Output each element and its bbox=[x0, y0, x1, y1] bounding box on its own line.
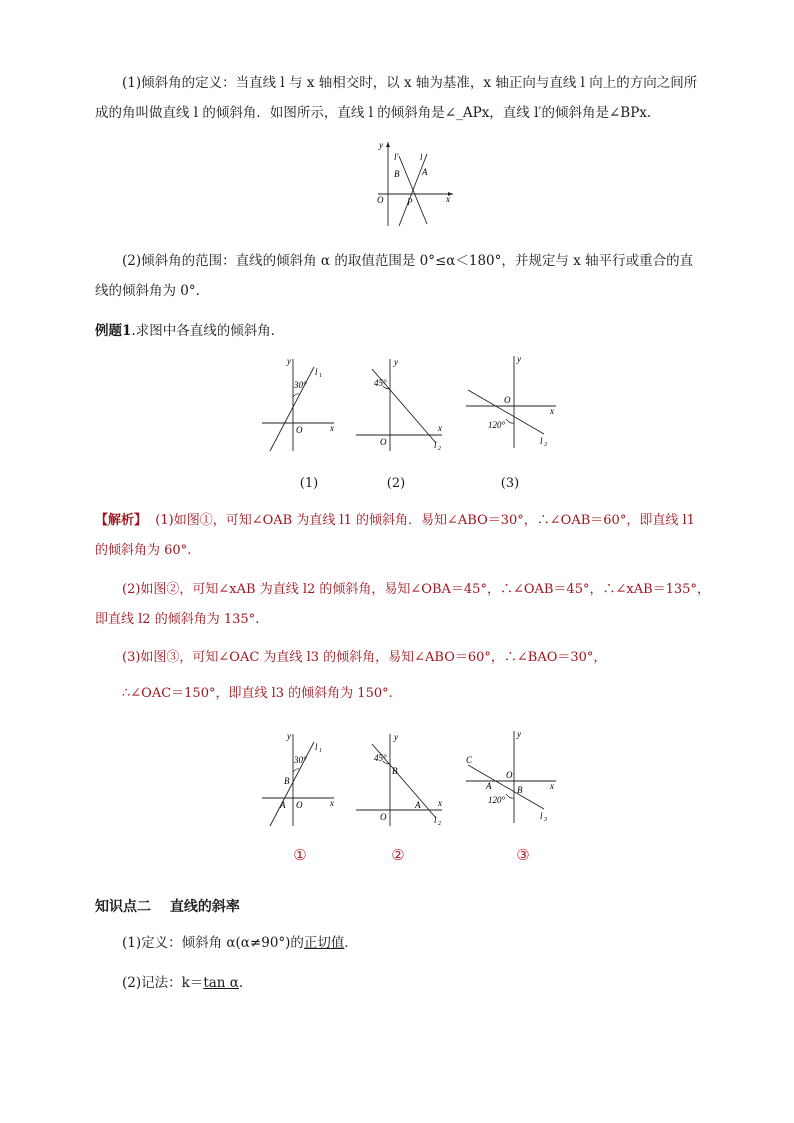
svg-text:1: 1 bbox=[319, 373, 322, 379]
definition-paragraph bbox=[95, 68, 715, 128]
fig-l-label: l bbox=[420, 152, 423, 162]
example-prompt: .求图中各直线的倾斜角． bbox=[131, 323, 285, 339]
svg-text:3: 3 bbox=[544, 442, 547, 448]
svg-text:l: l bbox=[315, 367, 318, 377]
solution-caption-1: ① bbox=[293, 846, 307, 864]
slope-notation bbox=[95, 968, 715, 998]
svg-text:O: O bbox=[296, 425, 303, 435]
solution-part-3 bbox=[95, 643, 715, 709]
svg-text:1: 1 bbox=[319, 748, 322, 754]
slope-def-suffix: ． bbox=[344, 935, 358, 951]
svg-text:C: C bbox=[466, 755, 473, 765]
example-figure-3 bbox=[462, 352, 562, 452]
svg-text:O: O bbox=[506, 770, 513, 780]
solution-tag: 【解析】 bbox=[95, 513, 148, 528]
example-number: 1 bbox=[122, 323, 132, 339]
svg-text:y: y bbox=[517, 729, 521, 739]
caption-1: (1) bbox=[299, 476, 319, 491]
range-paragraph bbox=[95, 246, 715, 306]
fig-p-label: P bbox=[407, 197, 413, 207]
svg-text:O: O bbox=[296, 800, 303, 810]
definition-line-2: 成的角叫做直线 l 的倾斜角．如图所示，直线 l 的倾斜角是∠_APx，直线 l′的倾斜角是∠BPx. bbox=[95, 105, 652, 121]
svg-text:x: x bbox=[438, 798, 442, 808]
fig-lprime-label: l′ bbox=[394, 152, 399, 162]
fig-a-label: A bbox=[422, 167, 428, 177]
range-line-1: (2)倾斜角的范围：直线的倾斜角 α 的取值范围是 0°≤α＜180°，并规定与 x 轴平行或重合的直 bbox=[122, 253, 694, 269]
slope-notation-suffix: . bbox=[238, 975, 244, 991]
solution-part-2 bbox=[95, 575, 715, 635]
svg-text:l: l bbox=[434, 440, 437, 450]
angle-45-label: 45° bbox=[374, 378, 387, 388]
solution-caption-3: ③ bbox=[516, 846, 530, 864]
solution-1-line-2: 的倾斜角为 60°. bbox=[95, 543, 192, 558]
svg-text:x: x bbox=[330, 423, 334, 433]
svg-text:120°: 120° bbox=[488, 795, 506, 805]
svg-text:O: O bbox=[504, 395, 511, 405]
solution-2-line-2: 即直线 l2 的倾斜角为 135°. bbox=[95, 612, 260, 627]
example-figure-1 bbox=[258, 355, 340, 455]
section-2-heading: 知识点二 直线的斜率 bbox=[95, 899, 240, 915]
svg-text:y: y bbox=[394, 732, 398, 742]
inclination-figure bbox=[368, 138, 458, 230]
fig-b-label: B bbox=[394, 169, 400, 179]
svg-text:2: 2 bbox=[438, 821, 441, 827]
solution-figure-2 bbox=[352, 730, 448, 830]
svg-text:l: l bbox=[540, 811, 543, 821]
svg-text:B: B bbox=[392, 766, 398, 776]
slope-notation-term: tan α bbox=[203, 975, 239, 991]
example-figure-2 bbox=[352, 355, 448, 455]
slope-definition bbox=[95, 928, 715, 958]
fig-y-label: y bbox=[379, 140, 383, 150]
range-line-2: 线的倾斜角为 0°. bbox=[95, 283, 200, 299]
svg-text:B: B bbox=[284, 776, 290, 786]
solution-caption-2: ② bbox=[391, 846, 405, 864]
solution-2-line-1: (2)如图②，可知∠xAB 为直线 l2 的倾斜角，易知∠OBA＝45°，∴∠OAB＝45°，∴∠xAB＝135°， bbox=[122, 582, 710, 597]
svg-text:x: x bbox=[330, 798, 334, 808]
svg-text:A: A bbox=[415, 800, 421, 810]
solution-figure-1 bbox=[258, 730, 340, 830]
solution-part-1 bbox=[95, 506, 715, 566]
svg-text:O: O bbox=[380, 437, 387, 447]
svg-text:l: l bbox=[540, 436, 543, 446]
solution-figure-3 bbox=[462, 727, 562, 827]
fig-x-label: x bbox=[446, 194, 450, 204]
svg-text:x: x bbox=[550, 781, 554, 791]
solution-3-line-2: ∴∠OAC＝150°，即直线 l3 的倾斜角为 150°. bbox=[122, 686, 393, 701]
svg-text:O: O bbox=[380, 812, 387, 822]
solution-1-line-1: (1)如图①，可知∠OAB 为直线 l1 的倾斜角．易知∠ABO＝30°，∴∠OAB＝60°，即直线 l1 bbox=[155, 513, 695, 528]
fig-origin-label: O bbox=[377, 195, 384, 205]
slope-def-term: 正切值 bbox=[303, 935, 345, 951]
svg-text:3: 3 bbox=[544, 817, 547, 823]
slope-notation-prefix: (2)记法：k＝ bbox=[122, 975, 204, 991]
svg-text:45°: 45° bbox=[374, 753, 387, 763]
svg-text:y: y bbox=[517, 354, 521, 364]
caption-3: (3) bbox=[500, 476, 520, 491]
svg-text:B: B bbox=[517, 785, 523, 795]
svg-text:A: A bbox=[280, 800, 286, 810]
svg-text:y: y bbox=[287, 731, 291, 741]
example-label: 例题 bbox=[95, 323, 122, 339]
svg-text:y: y bbox=[394, 357, 398, 367]
definition-line-1: (1)倾斜角的定义：当直线 l 与 x 轴相交时，以 x 轴为基准，x 轴正向与直线 l 向上的方向之间所 bbox=[122, 75, 698, 91]
svg-text:A: A bbox=[486, 781, 492, 791]
example-title bbox=[95, 316, 715, 346]
angle-30-label: 30° bbox=[294, 380, 307, 390]
angle-120-label: 120° bbox=[488, 420, 506, 430]
svg-text:l: l bbox=[315, 742, 318, 752]
slope-def-prefix: (1)定义：倾斜角 α(α≠90°)的 bbox=[122, 935, 304, 951]
svg-text:2: 2 bbox=[438, 446, 441, 452]
svg-text:x: x bbox=[550, 406, 554, 416]
caption-2: (2) bbox=[386, 476, 406, 491]
svg-text:x: x bbox=[438, 423, 442, 433]
solution-3-line-1: (3)如图③，可知∠OAC 为直线 l3 的倾斜角，易知∠ABO＝60°，∴∠BAO＝30°， bbox=[122, 650, 607, 665]
svg-text:30°: 30° bbox=[294, 755, 307, 765]
svg-text:y: y bbox=[287, 356, 291, 366]
svg-text:l: l bbox=[434, 815, 437, 825]
